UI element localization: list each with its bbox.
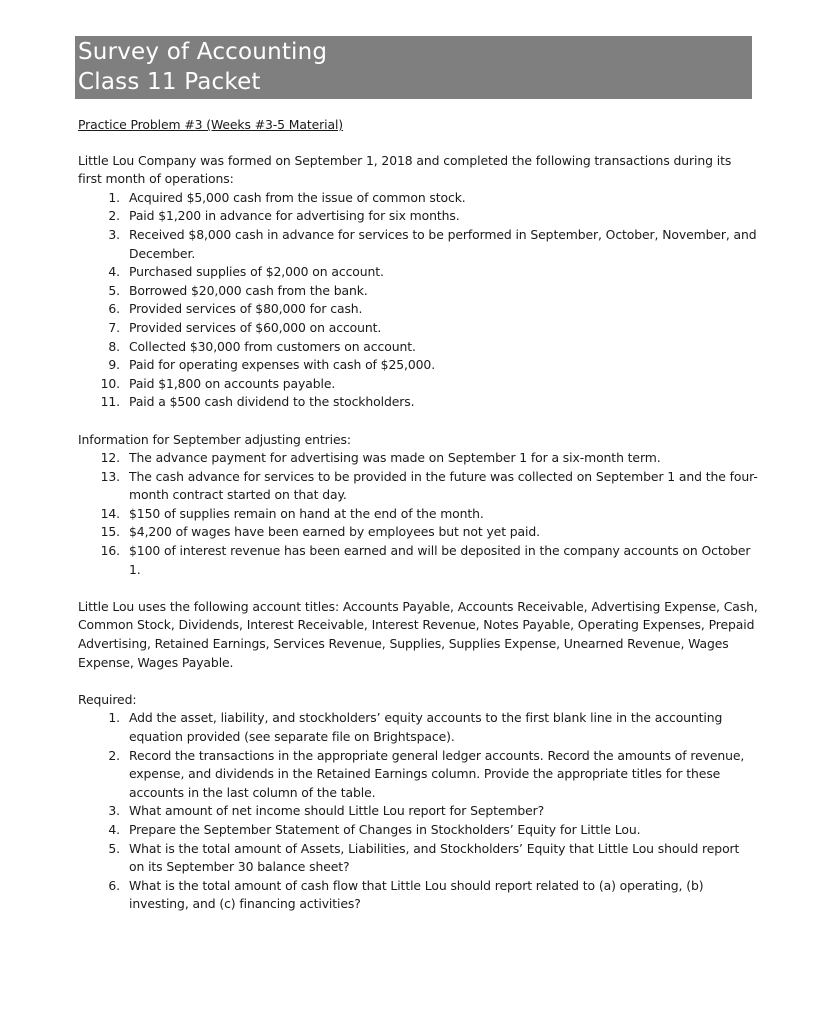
- required-item: [78, 802, 758, 821]
- required-item: [78, 877, 758, 914]
- account-titles-paragraph: Little Lou uses the following account titles: Accounts Payable, Accounts Receivable, Advertising Expense, Cash, Common Stock, Dividends, Interest Receivable, Interest Revenue, Notes Payable, Operating Expenses, Prepaid Advertising, Retained Earnings, Services Revenue, Supplies, Supplies Expense, Unearned Revenue, Wages Expense, Wages Payable.: [78, 598, 758, 670]
- adjusting-entry-item: [78, 505, 758, 524]
- list-item-text: Add the asset, liability, and stockholders’ equity accounts to the first blank line in the accounting equation provided (see separate file on Brightspace).: [129, 710, 723, 744]
- adjusting-entries-list: [78, 449, 758, 579]
- list-item-number: 1.: [108, 710, 120, 726]
- header-title-line2: Class 11 Packet: [78, 69, 261, 95]
- transaction-item: [78, 393, 758, 412]
- transaction-item: [78, 319, 758, 338]
- list-item-text: Record the transactions in the appropriate general ledger accounts. Record the amounts of revenue, expense, and dividends in the Retained Earnings column. Provide the appropriate titles for these accounts in the last column of the table.: [129, 747, 745, 800]
- list-item-number: 6.: [108, 877, 120, 893]
- list-item-number: 6.: [108, 301, 120, 317]
- transaction-item: [78, 189, 758, 208]
- list-item-text: Received $8,000 cash in advance for services to be performed in September, October, November, and December.: [129, 226, 757, 261]
- transaction-item: [78, 226, 758, 263]
- list-item-number: 14.: [100, 505, 120, 521]
- list-item-number: 15.: [100, 524, 120, 540]
- transaction-item: [78, 282, 758, 301]
- list-item-number: 1.: [108, 189, 120, 205]
- list-item-text: The cash advance for services to be provided in the future was collected on September 1 and the four-month contract started on that day.: [129, 468, 758, 503]
- adjusting-entry-item: [78, 542, 758, 579]
- problem-title: Practice Problem #3 (Weeks #3-5 Material): [78, 117, 344, 132]
- transaction-item: [78, 375, 758, 394]
- list-item-number: 16.: [100, 543, 120, 559]
- list-item-text: $100 of interest revenue has been earned and will be deposited in the company accounts on October 1.: [129, 543, 751, 577]
- header-banner: [75, 36, 752, 99]
- list-item-number: 10.: [100, 375, 120, 391]
- list-item-text: Provided services of $80,000 for cash.: [129, 301, 363, 317]
- list-item-text: The advance payment for advertising was made on September 1 for a six-month term.: [129, 450, 661, 466]
- intro-paragraph: Little Lou Company was formed on September 1, 2018 and completed the following transactions during its first month of operations:: [78, 152, 732, 187]
- required-item: [78, 747, 758, 803]
- list-item-number: 4.: [108, 264, 120, 280]
- list-item-number: 4.: [108, 821, 120, 837]
- list-item-text: What is the total amount of cash flow that Little Lou should report related to (a) operating, (b) investing, and (c) financing activities?: [129, 877, 704, 912]
- transaction-item: [78, 300, 758, 319]
- list-item-number: 12.: [100, 450, 120, 466]
- list-item-text: What amount of net income should Little Lou report for September?: [129, 803, 545, 819]
- list-item-text: Purchased supplies of $2,000 on account.: [129, 264, 384, 280]
- list-item-text: Paid for operating expenses with cash of $25,000.: [129, 357, 436, 373]
- list-item-text: What is the total amount of Assets, Liabilities, and Stockholders’ Equity that Little Lou should report on its September 30 balance sheet?: [129, 840, 740, 875]
- list-item-number: 9.: [108, 357, 120, 373]
- list-item-number: 13.: [100, 468, 120, 484]
- transaction-item: [78, 356, 758, 375]
- required-label: Required:: [78, 691, 137, 707]
- adjusting-intro: Information for September adjusting entries:: [78, 431, 351, 447]
- transaction-item: [78, 207, 758, 226]
- list-item-text: Provided services of $60,000 on account.: [129, 319, 382, 335]
- required-item: [78, 840, 758, 877]
- list-item-number: 7.: [108, 319, 120, 335]
- transactions-list: [78, 189, 758, 412]
- list-item-number: 2.: [108, 208, 120, 224]
- list-item-text: Paid a $500 cash dividend to the stockholders.: [129, 394, 415, 410]
- required-list: [78, 709, 758, 914]
- transaction-item: [78, 338, 758, 357]
- list-item-number: 5.: [108, 282, 120, 298]
- list-item-text: $4,200 of wages have been earned by employees but not yet paid.: [129, 524, 540, 540]
- list-item-text: Prepare the September Statement of Changes in Stockholders’ Equity for Little Lou.: [129, 821, 641, 837]
- list-item-text: Borrowed $20,000 cash from the bank.: [129, 282, 368, 298]
- required-item: [78, 709, 758, 746]
- list-item-number: 2.: [108, 747, 120, 763]
- list-item-text: Paid $1,800 on accounts payable.: [129, 375, 336, 391]
- required-item: [78, 821, 758, 840]
- adjusting-entry-item: [78, 468, 758, 505]
- list-item-number: 5.: [108, 840, 120, 856]
- list-item-text: Paid $1,200 in advance for advertising for six months.: [129, 208, 460, 224]
- list-item-number: 11.: [100, 394, 120, 410]
- header-title: [78, 37, 327, 97]
- document-body: [78, 116, 758, 914]
- list-item-number: 3.: [108, 803, 120, 819]
- transaction-item: [78, 263, 758, 282]
- header-title-line1: Survey of Accounting: [78, 39, 328, 65]
- adjusting-entry-item: [78, 449, 758, 468]
- list-item-number: 3.: [108, 226, 120, 242]
- list-item-text: $150 of supplies remain on hand at the end of the month.: [129, 505, 484, 521]
- list-item-number: 8.: [108, 338, 120, 354]
- adjusting-entry-item: [78, 523, 758, 542]
- list-item-text: Acquired $5,000 cash from the issue of common stock.: [129, 189, 466, 205]
- list-item-text: Collected $30,000 from customers on account.: [129, 338, 416, 354]
